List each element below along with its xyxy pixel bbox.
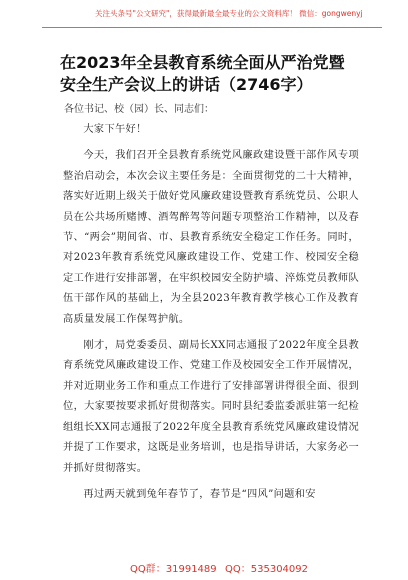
document-title: 在2023年全县教育系统全面从严治党暨安全生产会议上的讲话（2746字） xyxy=(60,53,345,94)
header-divider xyxy=(42,27,382,28)
salutation: 各位书记、校（园）长、同志们： xyxy=(64,104,214,115)
paragraph: 再过两天就到兔年春节了，春节是“四风”问题和安 xyxy=(83,488,316,500)
document-body xyxy=(63,120,359,505)
qq-group-number: QQ群：31991489 xyxy=(130,564,217,575)
paragraph: 刚才，局党委委员、副局长XX同志通报了2022年度全县教育系统党风廉政建设工作、党建工作及校园安全工作开展情况，并对近期业务工作和重点工作进行了安排部署讲得很全面、很到位，大家要按要求抓好贯彻落实。同时县纪委监委派驻第一纪检组组长XX同志通报了2022年度全县教育系统党风廉政建设情况并提了工作要求，这既是业务培训，也是指导讲话，大家务必一并抓好贯彻落实。 xyxy=(63,340,359,474)
paragraph: 今天，我们召开全县教育系统党风廉政建设暨干部作风专项整治启动会，本次会议主要任务是：全面贯彻党的二十大精神，落实好近期上级关于做好党风廉政建设暨教育系统党员、公职人员在公共场所赌博、酒驾醉驾等问题专项整治工作精神，以及春节、“两会”期间省、市、县教育系统安全稳定工作任务。同时，对2023年教育系统党风廉政建设工作、党建工作、校园安全稳定工作进行安排部署，在牢织校园安全防护墙、淬炼党员教师队伍干部作风的基础上，为全县2023年教育教学核心工作及教育高质量发展工作保驾护航。 xyxy=(63,150,359,325)
paragraph-greeting: 大家下午好！ xyxy=(83,124,147,135)
footer-contacts xyxy=(0,560,408,574)
header-note: 关注头条号"公文研究"，获得最新最全最专业的公文资料库！ 微信：gongwenyj xyxy=(95,9,363,18)
qq-number: QQ：535304092 xyxy=(225,564,309,575)
